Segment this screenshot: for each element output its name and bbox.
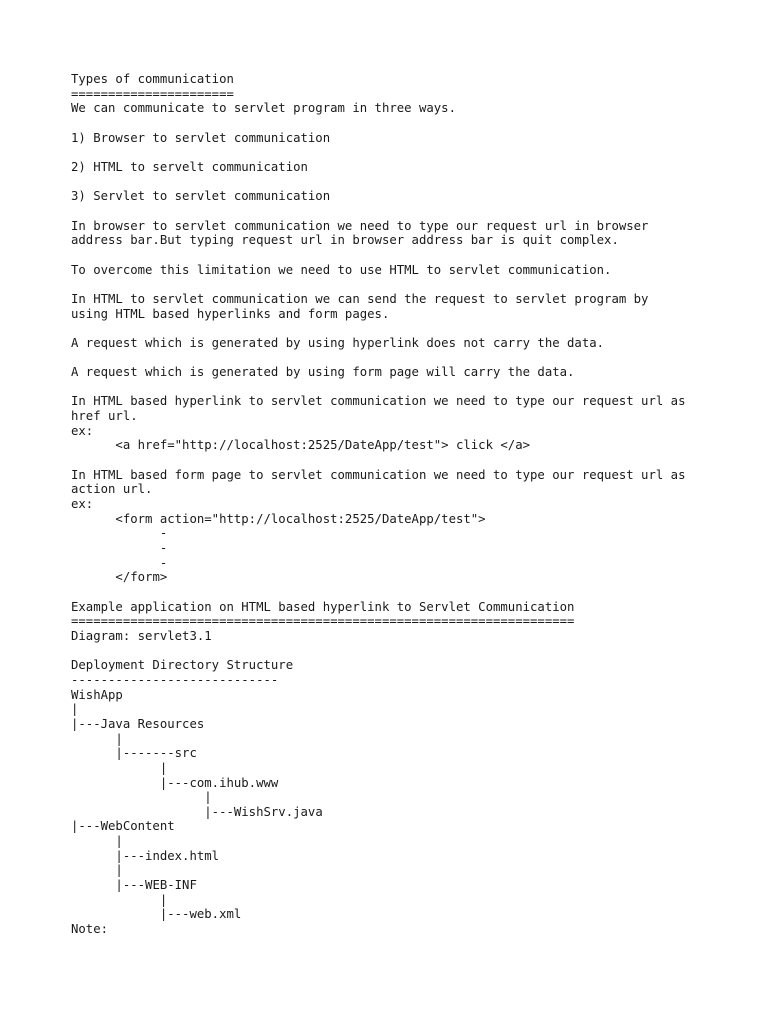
- text-line: Note:: [71, 922, 109, 937]
- text-line: |---index.html: [71, 848, 220, 863]
- text-line: A request which is generated by using form page will carry the data.: [71, 365, 575, 380]
- text-line: 2) HTML to servelt communication: [71, 159, 308, 174]
- text-line: action url.: [71, 482, 153, 497]
- text-line: Diagram: servlet3.1: [71, 628, 212, 643]
- text-line: 1) Browser to servlet communication: [71, 130, 331, 145]
- document-page: [71, 72, 731, 937]
- text-line: href url.: [71, 409, 138, 424]
- text-line: In HTML based hyperlink to servlet communication we need to type our request url as: [71, 394, 686, 409]
- text-line: |: [71, 863, 123, 878]
- text-line: |: [71, 892, 168, 907]
- text-line: -: [71, 555, 168, 570]
- text-line: |-------src: [71, 746, 197, 761]
- text-line: |: [71, 834, 123, 849]
- text-line: In HTML to servlet communication we can send the request to servlet program by: [71, 291, 649, 306]
- text-line: |: [71, 790, 212, 805]
- text-line: Example application on HTML based hyperlink to Servlet Communication: [71, 599, 575, 614]
- text-line: To overcome this limitation we need to use HTML to servlet communication.: [71, 262, 612, 277]
- text-line: |: [71, 760, 168, 775]
- text-line: Types of communication: [71, 72, 234, 86]
- text-line: ex:: [71, 497, 94, 512]
- text-line: |---WebContent: [71, 819, 175, 834]
- text-line: |---WEB-INF: [71, 878, 197, 893]
- text-line: -: [71, 526, 168, 541]
- text-line: |: [71, 731, 123, 746]
- text-line: In browser to servlet communication we need to type our request url in browser: [71, 218, 649, 233]
- text-line: In HTML based form page to servlet communication we need to type our request url as: [71, 467, 686, 482]
- text-line: |---WishSrv.java: [71, 804, 323, 819]
- text-line: A request which is generated by using hyperlink does not carry the data.: [71, 335, 605, 350]
- text-line: ====================================================================: [71, 614, 575, 629]
- text-line: |---web.xml: [71, 907, 242, 922]
- text-line: We can communicate to servlet program in three ways.: [71, 101, 456, 116]
- text-line: Deployment Directory Structure: [71, 658, 294, 673]
- text-line: using HTML based hyperlinks and form pages.: [71, 306, 390, 321]
- text-line: WishApp: [71, 687, 123, 702]
- text-line: ex:: [71, 423, 94, 438]
- text-line: ======================: [71, 86, 234, 101]
- text-line: <a href="http://localhost:2525/DateApp/test"> click </a>: [71, 438, 531, 453]
- text-line: <form action="http://localhost:2525/DateApp/test">: [71, 511, 486, 526]
- text-line: ----------------------------: [71, 672, 279, 687]
- text-line: |: [71, 702, 79, 717]
- text-line: 3) Servlet to servlet communication: [71, 189, 331, 204]
- text-line: -: [71, 541, 168, 555]
- text-line: |---com.ihub.www: [71, 775, 279, 790]
- text-line: address bar.But typing request url in browser address bar is quit complex.: [71, 233, 619, 248]
- text-line: </form>: [71, 570, 168, 585]
- document-body: [71, 72, 731, 937]
- text-line: |---Java Resources: [71, 716, 205, 731]
